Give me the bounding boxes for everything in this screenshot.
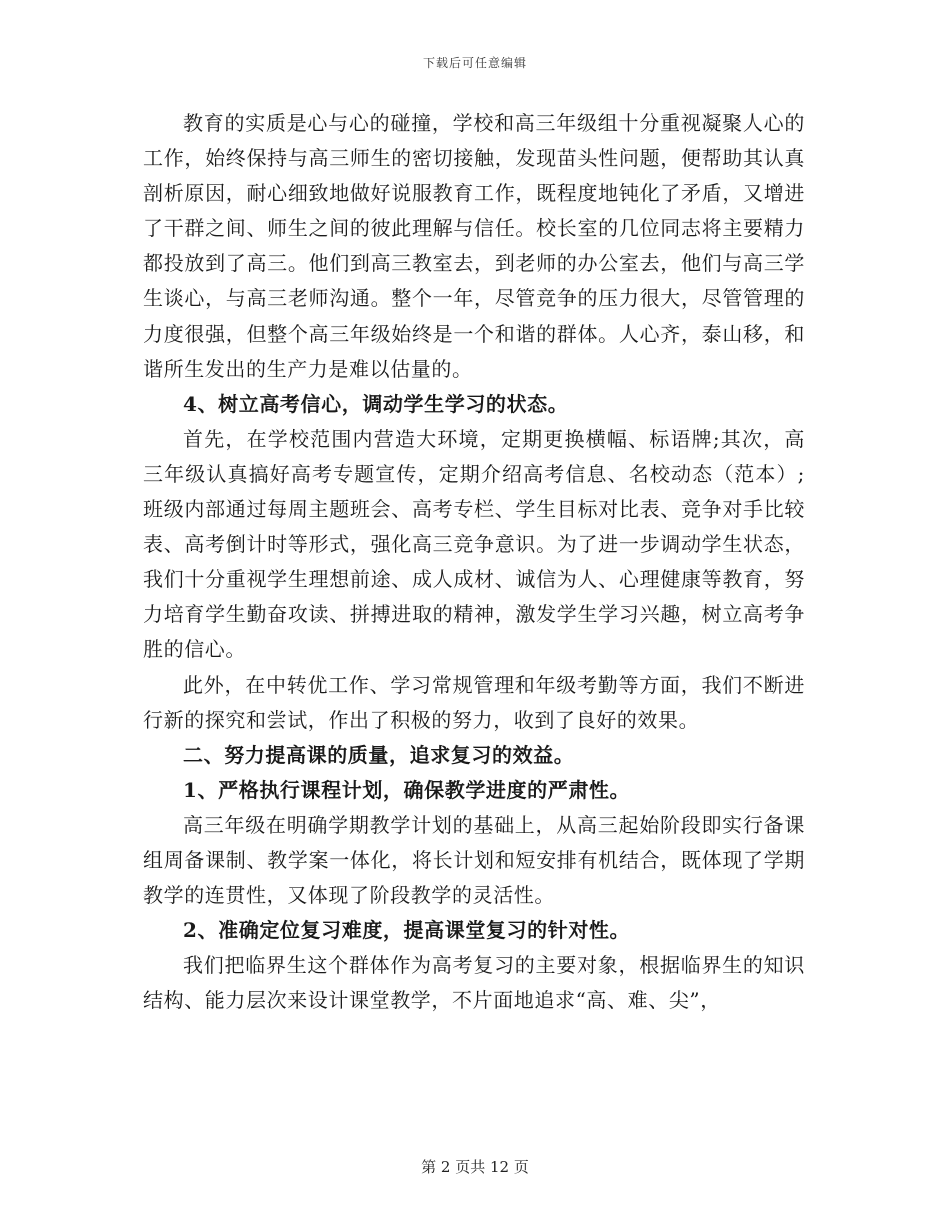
paragraph-atmosphere: 首先，在学校范围内营造大环境，定期更换横幅、标语牌;其次，高三年级认真搞好高考专题宣传，定期介绍高考信息、名校动态（范本）;班级内部通过每周主题班会、高考专栏、学生目标对比表、竞争对手比较表、高考倒计时等形式，强化高三竞争意识。为了进一步调动学生状态，我们十分重视学生理想前途、成人成材、诚信为人、心理健康等教育，努力培育学生勤奋攻读、拼搏进取的精神，激发学生学习兴趣，树立高考争胜的信心。 bbox=[143, 426, 805, 662]
page-number-footer: 第 2 页共 12 页 bbox=[421, 1158, 529, 1176]
section-heading-curriculum-plan: 1、严格执行课程计划，确保教学进度的严肃性。 bbox=[183, 777, 631, 802]
paragraph-teaching-plan: 高三年级在明确学期教学计划的基础上，从高三起始阶段即实行备课组周备课制、教学案一体化，将长计划和短安排有机结合，既体现了学期教学的连贯性，又体现了阶段教学的灵活性。 bbox=[143, 812, 805, 908]
paragraph-borderline-students: 我们把临界生这个群体作为高考复习的主要对象，根据临界生的知识结构、能力层次来设计课堂教学，不片面地追求“高、难、尖”， bbox=[143, 953, 805, 1013]
document-body bbox=[143, 106, 805, 1018]
paragraph-unity: 教育的实质是心与心的碰撞，学校和高三年级组十分重视凝聚人心的工作，始终保持与高三师生的密切接触，发现苗头性问题，便帮助其认真剖析原因，耐心细致地做好说服教育工作，既程度地钝化了矛盾，又增进了干群之间、师生之间的彼此理解与信任。校长室的几位同志将主要精力都投放到了高三。他们到高三教室去，到老师的办公室去，他们与高三学生谈心，与高三老师沟通。整个一年，尽管竞争的压力很大，尽管管理的力度很强，但整个高三年级始终是一个和谐的群体。人心齐，泰山移，和谐所生发出的生产力是难以估量的。 bbox=[143, 111, 805, 381]
page-header: 下载后可任意编辑 bbox=[422, 56, 527, 70]
paragraph-additional-work: 此外，在中转优工作、学习常规管理和年级考勤等方面，我们不断进行新的探究和尝试，作出了积极的努力，收到了良好的效果。 bbox=[143, 672, 805, 732]
section-heading-review-difficulty: 2、准确定位复习难度，提高课堂复习的针对性。 bbox=[183, 918, 631, 943]
section-heading-lesson-quality: 二、努力提高课的质量，追求复习的效益。 bbox=[183, 742, 575, 767]
section-heading-confidence: 4、树立高考信心，调动学生学习的状态。 bbox=[183, 391, 569, 416]
